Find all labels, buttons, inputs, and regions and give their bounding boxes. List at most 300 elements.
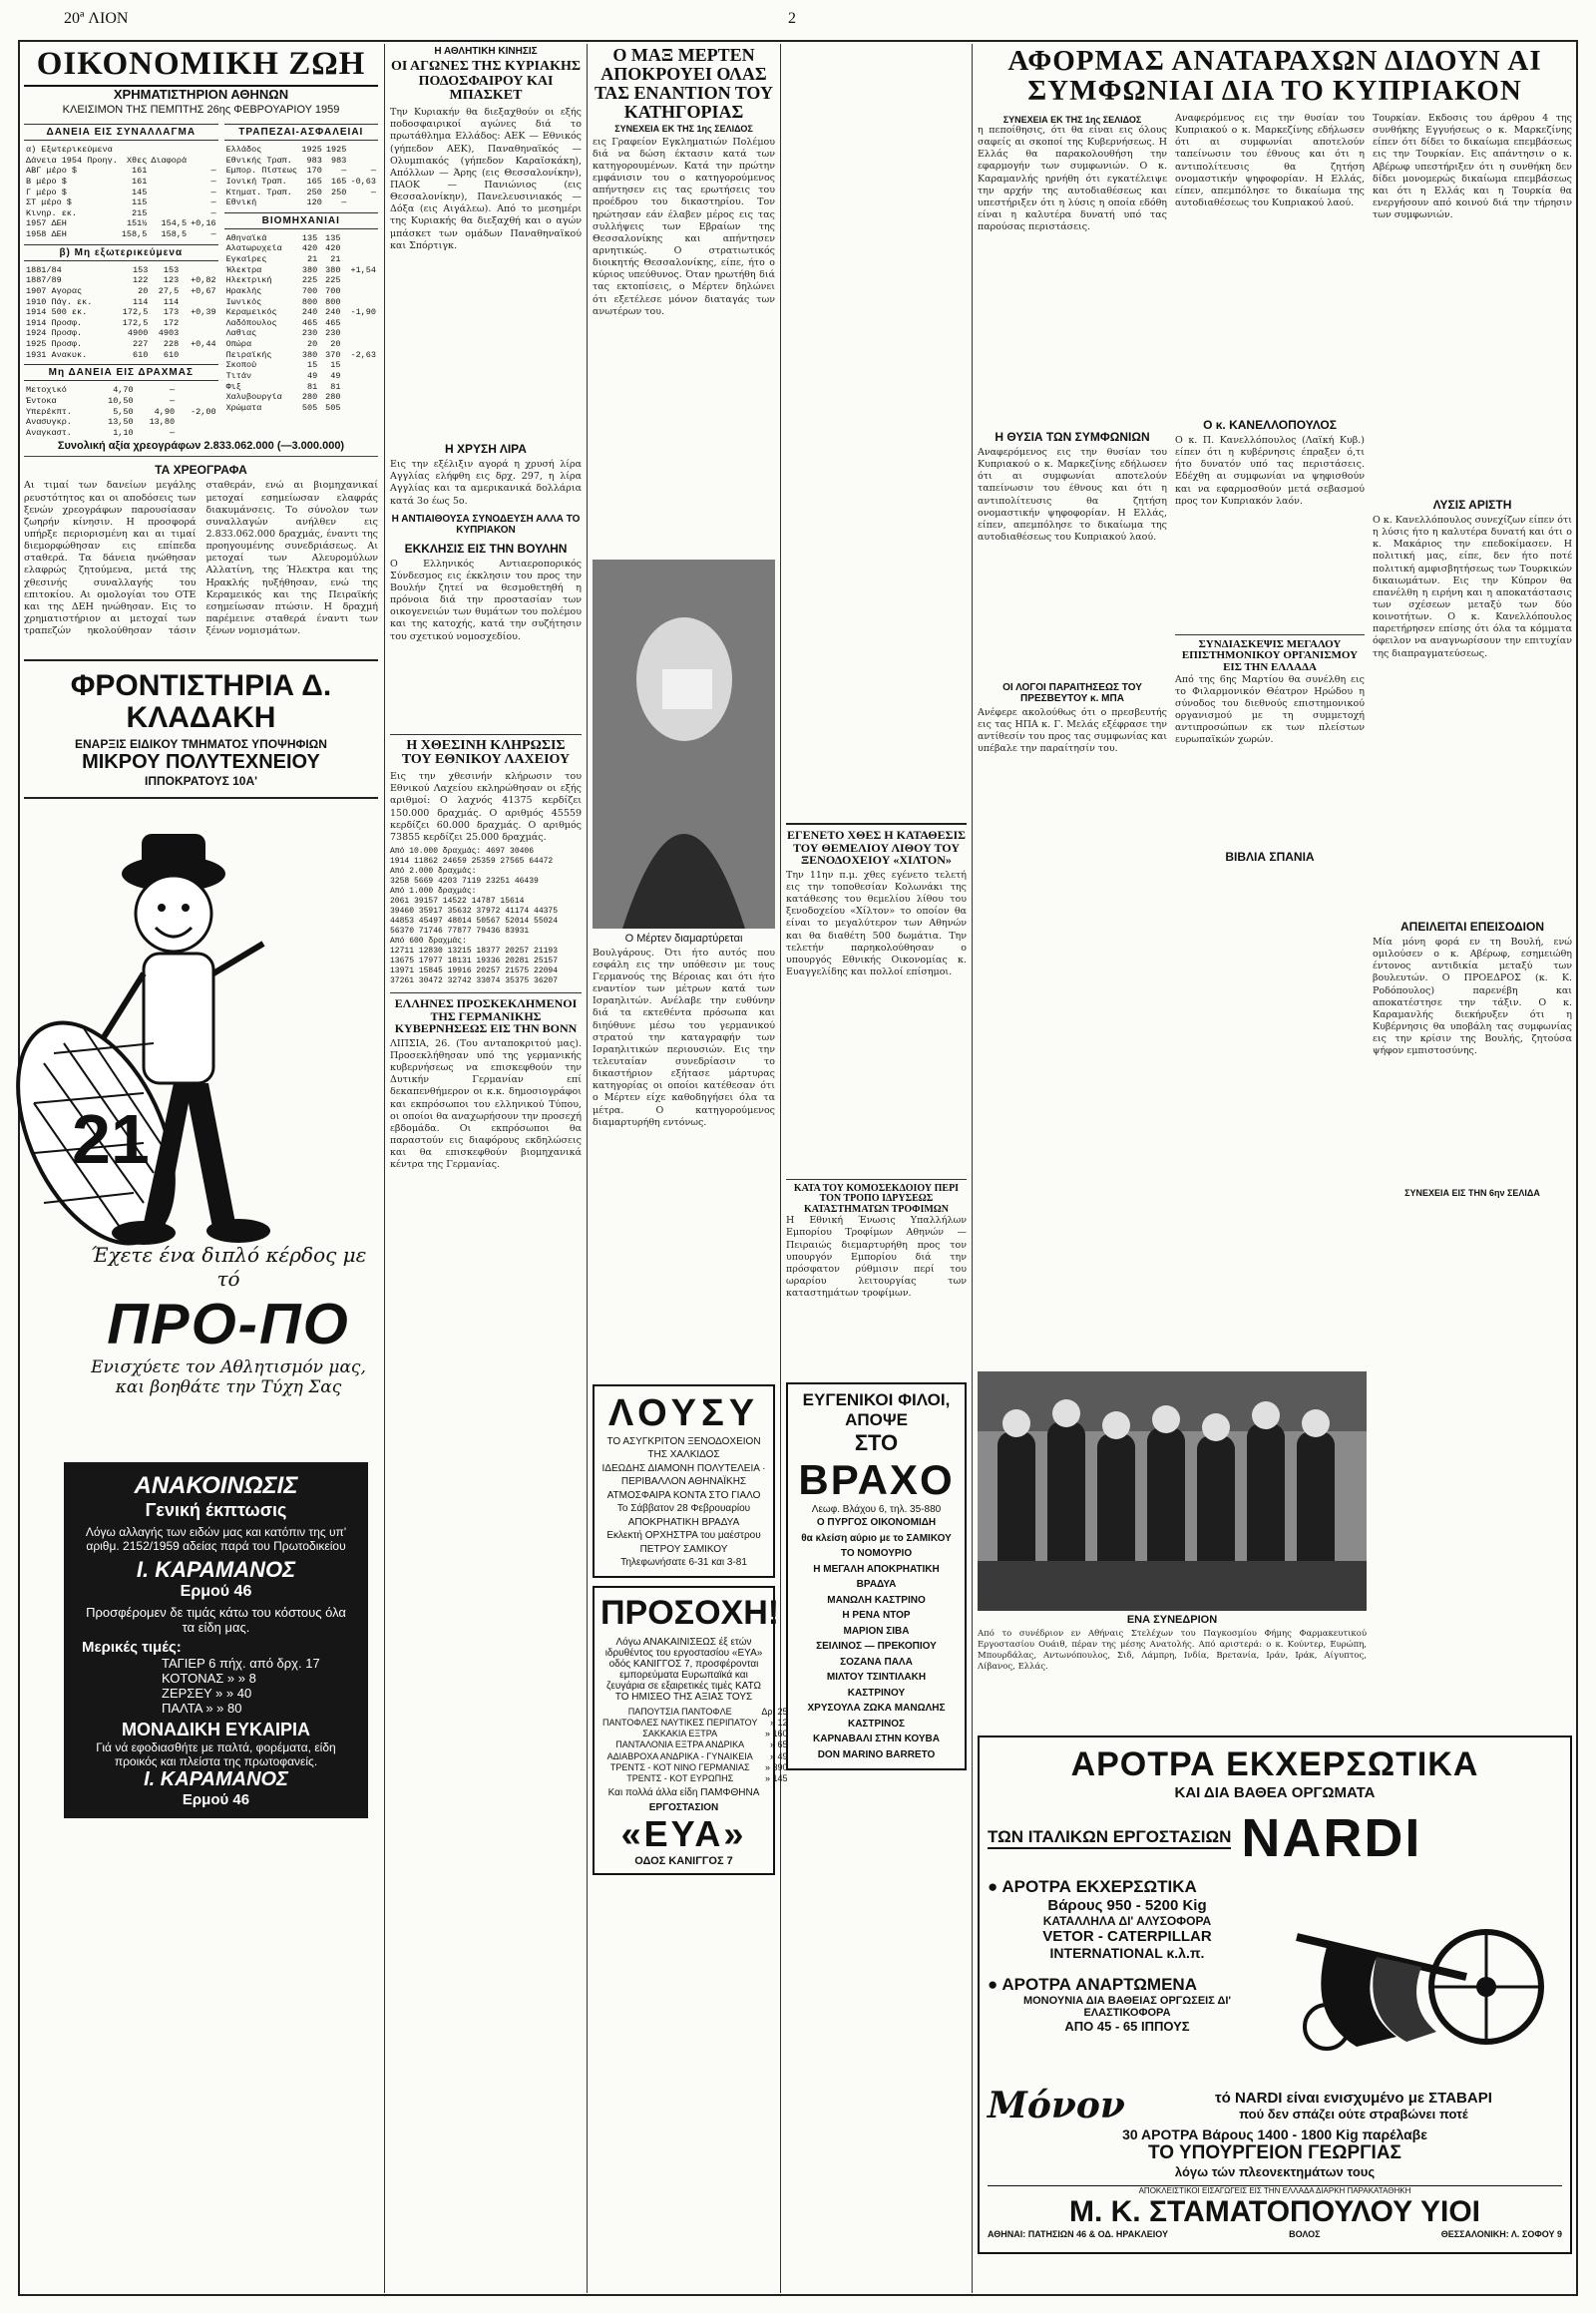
gold-body: Εις την εξέλιξιν αγορά η χρυσή λίρα Αγγλίας ελήφθη εις δρχ. 297, η λίρα Αγγλίας και τα αμερικανικά δολλάρια κατά 3ο έως 5ο. — [390, 459, 582, 507]
announcement-name-2: Ι. ΚΑΡΑΜΑΝΟΣ — [144, 1768, 288, 1791]
loan-b-row-cell: 1887/89 — [26, 275, 62, 286]
industry-row-cell: Λαδόπουλος — [225, 317, 277, 328]
kladakis-line1: ΕΝΑΡΞΙΣ ΕΙΔΙΚΟΥ ΤΜΗΜΑΤΟΣ ΥΠΟΨΗΦΙΩΝ — [75, 737, 327, 752]
industry-row-cell: 420 — [301, 243, 318, 254]
loan-b-row-cell: 610 — [133, 349, 149, 360]
page-top-label: 20ª ΛΙΟΝ — [64, 10, 129, 27]
announcement-box — [64, 1462, 368, 1818]
drachma-row — [24, 407, 218, 418]
price-row-cell: » 12 — [770, 1717, 788, 1728]
industry-row — [224, 318, 378, 329]
loan-b-row — [24, 307, 218, 318]
industry-row-cell: 380 — [301, 349, 318, 360]
drachma-row-cell: Υπερέκπτ. — [26, 406, 72, 417]
industry-row — [224, 254, 378, 265]
vraxo-line: ΚΑΣΤΡΙΝΟΥ — [847, 1687, 906, 1699]
loan-row-cell: 161 — [132, 166, 148, 177]
bank-row — [224, 166, 378, 177]
propo-tagline2: Ενισχύετε τον Αθλητισμόν μας, — [91, 1357, 366, 1378]
industry-row-cell: 225 — [301, 275, 318, 286]
lottery-body: Εις την χθεσινήν κλήρωσιν του Εθνικού Λαχείου εκληρώθησαν οι εξής αριθμοί: Ο λαχνός 41375 κερδίζει 150.000 δραχμάς. Ο αριθμός 45559 κερδίζει 60.000 δραχμάς. Ο αριθμός 73855 κερδίζει 25.000 δραχμάς. — [390, 771, 582, 843]
kladakis-line3: ΙΠΠΟΚΡΑΤΟΥΣ 10Α' — [145, 774, 257, 789]
industry-row-cell — [342, 328, 378, 339]
drachma-row-cell: — — [169, 395, 176, 406]
loan-row-cell — [149, 197, 189, 208]
price-row-cell: » 65 — [770, 1739, 788, 1750]
drachma-row — [24, 417, 218, 428]
drachma-row-cell: 5,50 — [113, 406, 134, 417]
loan-b-row-cell: 610 — [163, 349, 180, 360]
bank-row-cell: Εθνική — [225, 197, 257, 208]
drachma-row-cell — [177, 428, 218, 439]
column-cyprus — [978, 40, 1572, 2293]
loan-b-row-cell — [181, 265, 217, 276]
loan-b-row — [24, 328, 218, 339]
announcement-sub: Γενική έκπτωσις — [145, 1500, 287, 1521]
loan-b-row-cell — [181, 350, 217, 361]
industry-row-cell: 81 — [330, 381, 341, 392]
portrait-icon — [593, 560, 775, 929]
drachma-row-cell: 13,50 — [108, 417, 134, 428]
industry-row-cell — [342, 286, 378, 297]
loan-row-cell: Β μέρο $ — [26, 176, 67, 187]
escort-head: Η ΑΝΤΙΑΙΘΟΥΣΑ ΣΥΝΟΔΕΥΣΗ ΑΛΛΑ ΤΟ ΚΥΠΡΙΑΚΟΝ — [391, 513, 581, 536]
industry-row-cell — [342, 275, 378, 286]
industry-row-cell: 230 — [325, 328, 341, 339]
conference-body: Από της 6ης Μαρτίου θα συνέλθη εις το Φιλαρμονικόν Θέατρον Ηρώδου η σύνοδος του διεθνούς επιστημονικού οργανισμού με τη συμμετοχή αντιπροσώπων εκ των πλείστων ευρωπαϊκών χωρών. — [1175, 673, 1365, 746]
vraxo-top: ΕΥΓΕΝΙΚΟΙ ΦΙΛΟΙ, ΑΠΟΨΕ — [802, 1390, 951, 1430]
industry-table — [224, 233, 378, 414]
lottery-row: 37261 30472 32742 33074 35375 36207 — [390, 976, 559, 985]
sports-body: Την Κυριακήν θα διεξαχθούν οι εξής ποδοσφαιρικοί αγώνες διά το πρωτάθλημα Ελλάδος: ΑΕΚ — Εθνικός (γήπεδον ΑΕΚ), Παναθηναϊκός — Ολυμπιακός (γήπεδον Καραϊσκάκη), Απόλλων — Άρης (εις Θεσσαλονίκην), ΠΑΟΚ — Πανιώνιος (εις Θεσσαλονίκην), Πανελευσινιακός — Δόξα (εις Αιγάλεω). Από το μεσημέρι της Κυριακής θα διεξαχθή και ο αγών μπάσκετ των ομάδων Παναθηναϊκού και Σπόρτιγκ. — [390, 107, 582, 251]
nardi-addr-athens: ΑΘΗΝΑΙ: ΠΑΤΗΣΙΩΝ 46 & ΟΔ. ΗΡΑΚΛΕΙΟΥ — [988, 2229, 1168, 2239]
eva-addr: ΟΔΟΣ ΚΑΝΙΓΓΟΣ 7 — [634, 1855, 733, 1868]
industry-row-cell: 700 — [301, 285, 318, 296]
industry-row-cell: 370 — [325, 349, 341, 360]
drachma-row-cell: Αναγκαστ. — [26, 427, 72, 438]
industry-row — [224, 243, 378, 254]
loan-b-row-cell: 20 — [138, 285, 149, 296]
loan-b-row-cell: 114 — [163, 296, 180, 307]
loan-b-row-cell: 227 — [133, 339, 149, 349]
industry-row-cell: 465 — [325, 317, 341, 328]
books-head: ΒΙΒΛΙΑ ΣΠΑΝΙΑ — [1225, 849, 1315, 864]
kanellopoulos-head: Ο κ. ΚΑΝΕΛΛΟΠΟΥΛΟΣ — [1203, 417, 1337, 432]
vraxo-line: ΜΑΡΙΟΝ ΣΙΒΑ — [843, 1625, 910, 1637]
loan-row-cell: 1957 ΔΕΗ — [26, 218, 67, 229]
drachma-row-cell: 1,10 — [113, 427, 134, 438]
industry-row — [224, 328, 378, 339]
cont-next: ΣΥΝΕΧΕΙΑ ΕΙΣ ΤΗΝ 6ην ΣΕΛΙΔΑ — [1404, 1187, 1540, 1198]
vraxo-line: ΜΑΝΩΛΗ ΚΑΣΤΡΙΝΟ — [827, 1594, 926, 1606]
nardi-dealer-head: ΑΠΟΚΛΕΙΣΤΙΚΟΙ ΕΙΣΑΓΩΓΕΙΣ ΕΙΣ ΤΗΝ ΕΛΛΑΔΑ ΔΙΑΡΚΗ ΠΑΡΑΚΑΤΑΘΗΚΗ — [988, 2185, 1562, 2195]
loan-b-row-cell: 4900 — [127, 328, 149, 339]
nardi-b2-label: ΑΡΟΤΡΑ ΑΝΑΡΤΩΜΕΝΑ — [1001, 1975, 1197, 1994]
lousy-ad — [593, 1384, 775, 1578]
loan-b-row-cell: 1931 Ανακυκ. — [26, 349, 88, 360]
industry-row-cell — [342, 297, 378, 308]
industry-row — [224, 275, 378, 286]
announcement-offer: Προσφέρομεν δε τιμάς κάτω του κόστους όλα τα είδη μας. — [86, 1605, 346, 1636]
conference-head: ΣΥΝΔΙΑΣΚΕΨΙΣ ΜΕΓΑΛΟΥ ΕΠΙΣΤΗΜΟΝΙΚΟΥ ΟΡΓΑΝΙΣΜΟΥ ΕΙΣ ΤΗΝ ΕΛΛΑΔΑ — [1175, 634, 1365, 674]
bank-row-cell: 1925 — [301, 145, 322, 155]
price-line: ΚΟΤΟΝΑΣ » » 8 — [162, 1671, 256, 1687]
industry-row-cell: Εγκαίρες — [225, 254, 267, 264]
announcement-title: ΑΝΑΚΟΙΝΩΣΙΣ — [134, 1472, 298, 1500]
industry-row-cell — [342, 339, 378, 350]
kladakis-title: ΦΡΟΝΤΙΣΤΗΡΙΑ Δ. ΚΛΑΔΑΚΗ — [70, 669, 332, 734]
drachma-head: Μη ΔΑΝΕΙΑ ΕΙΣ ΔΡΑΧΜΑΣ — [24, 364, 218, 381]
industry-row-cell: 465 — [301, 317, 318, 328]
hilton-head: ΕΓΕΝΕΤΟ ΧΘΕΣ Η ΚΑΤΑΘΕΣΙΣ ΤΟΥ ΘΕΜΕΛΙΟΥ ΛΙΘΟΥ ΤΟΥ ΞΕΝΟΔΟΧΕΙΟΥ «ΧΙΛΤΟΝ» — [786, 823, 967, 867]
loan-b-row-cell: 1910 Πάγ. εκ. — [26, 296, 93, 307]
lottery-row: 44853 45497 48014 50567 52014 55024 — [390, 917, 559, 926]
sacrifice-head: Η ΘΥΣΙΑ ΤΩΝ ΣΥΜΦΩΝΙΩΝ — [995, 429, 1150, 444]
industry-row-cell: Ηλεκτρική — [225, 275, 272, 286]
loan-row-cell: Κινηρ. εκ. — [26, 207, 78, 218]
ambassador-body: Ανέφερε ακολούθως ότι ο πρεσβευτής εις τας ΗΠΑ κ. Γ. Μελάς εξέφρασε την αντίθεσίν του προς τας συμφωνίας και υπέβαλε την παραίτησίν του. — [978, 706, 1167, 755]
banks-head: ΤΡΑΠΕΖΑΙ-ΑΣΦΑΛΕΙΑΙ — [224, 124, 378, 141]
price-row-cell: ΠΑΝΤΑΛΟΝΙΑ ΕΞΤΡΑ ΑΝΔΡΙΚΑ — [615, 1739, 745, 1750]
prosochi-tail: Και πολλά άλλα είδη ΠΑΜΦΘΗΝΑ — [607, 1787, 760, 1799]
nardi-tail1: τό NARDI είναι ενισχυμένο με ΣΤΑΒΑΡΙ — [1214, 2090, 1492, 2107]
lousy-title: ΛΟΥΣΥ — [607, 1391, 760, 1434]
industry-row — [224, 307, 378, 318]
lottery-row: 13675 17977 18131 19336 20281 25157 — [390, 957, 559, 965]
loan-row-cell: +0,16 — [191, 218, 216, 229]
bank-row-cell: Ιονική Τραπ. — [225, 176, 287, 187]
drachma-row-cell: Έντοκα — [26, 395, 57, 406]
hilton-body: Την 11ην π.μ. χθες εγένετο τελετή εις την τοποθεσίαν Κολωνάκι της κατάθεσης του θεμελίου λίθου του ξενοδοχείου «Χίλτον» το οποίον θα είναι το μεγαλύτερον των Αθηνών και θα διαθέτη 500 δωμάτια. Την τελετήν παρηκολούθησαν ο υπουργός Εθνικής Οικονομίας κ. Ευαγγελίδης και πολλοί επίσημοι. — [786, 869, 967, 978]
loan-b-row — [24, 265, 218, 276]
masthead: ΟΙΚΟΝΟΜΙΚΗ ΖΩΗ — [24, 40, 378, 87]
drachma-row-cell — [177, 417, 218, 428]
loan-row-cell: 154,5 — [161, 218, 188, 229]
drachma-row-cell — [177, 385, 218, 396]
nardi-b2 — [988, 1975, 1267, 1995]
industry-row-cell: Ηρακλής — [225, 285, 262, 296]
industry-row-cell: 505 — [325, 402, 341, 413]
nardi-dealer: Μ. Κ. ΣΤΑΜΑΤΟΠΟΥΛΟΥ ΥΙΟΙ — [1068, 2195, 1481, 2228]
bank-row — [224, 156, 378, 167]
vraxo-line: ΧΡΥΣΟΥΛΑ ΖΩΚΑ ΜΑΝΩΛΗΣ ΚΑΣΤΡΙΝΟΣ — [807, 1703, 946, 1730]
loan-b-row-cell: 114 — [133, 296, 149, 307]
lottery-title: Η ΧΘΕΣΙΝΗ ΚΛΗΡΩΣΙΣ ΤΟΥ ΕΘΝΙΚΟΥ ΛΑΧΕΙΟΥ — [390, 734, 582, 768]
loan-row-cell — [189, 145, 218, 156]
loan-b-row-cell — [181, 297, 217, 308]
industry-row-cell: 15 — [330, 360, 341, 371]
cyprus-head: ΑΦΟΡΜΑΣ ΑΝΑΤΑΡΑΧΩΝ ΔΙΔΟΥΝ ΑΙ ΣΥΜΦΩΝΙΑΙ ΔΙΑ ΤΟ ΚΥΠΡΙΑΚΟΝ — [1007, 45, 1542, 108]
appeal-body: Ο Ελληνικός Αντιαεροπορικός Σύνδεσμος εις έκκλησιν του προς την Βουλήν ζητεί να θεσμοθετηθή η πρόνοια διά την προστασίαν των οικογενειών των θυμάτων του πολέμου και της κατοχής, κατά την συζήτησιν του σχετικού νομοσχεδίου. — [390, 558, 582, 642]
loan-b-row-cell: 172,5 — [122, 317, 149, 328]
nardi-tail4: ΤΟ ΥΠΟΥΡΓΕΙΟΝ ΓΕΩΡΓΙΑΣ — [1148, 2142, 1401, 2163]
vraxo-line: ΣΕΙΛΙΝΟΣ — ΠΡΕΚΟΠΙΟΥ — [816, 1641, 937, 1653]
vraxo-ad — [786, 1382, 967, 1770]
industry-row-cell: 135 — [325, 232, 341, 243]
price-row — [600, 1718, 790, 1729]
industry-row-cell: Χρώματα — [225, 402, 262, 413]
sports-head: ΟΙ ΑΓΩΝΕΣ ΤΗΣ ΚΥΡΙΑΚΗΣ ΠΟΔΟΣΦΑΙΡΟΥ ΚΑΙ ΜΠΑΣΚΕΤ — [390, 59, 582, 104]
loan-b-row-cell: 1914 500 εκ. — [26, 307, 88, 318]
price-row-cell: » 160 — [765, 1729, 788, 1739]
loans-head: ΔΑΝΕΙΑ ΕΙΣ ΣΥΝΑΛΛΑΓΜΑ — [24, 124, 218, 141]
loan-row-cell: Γ μέρο $ — [26, 187, 67, 197]
nardi-tail5: λόγω τών πλεονεκτημάτων τους — [1174, 2164, 1376, 2179]
merten-body1: εις Γραφείον Εγκληματιών Πολέμου διά να δώση έκτασιν κατά των κατηγορουμένων. Κατά την πρώτην εμφάνισιν του ο κατηγορούμενος απήντησεν εις τας ερωτήσεις του προέδρου του δικαστηρίου. Τον ηρώτησαν εάν έλαβεν μέρος εις τας συλλήψεις των Εβραίων της Θεσσαλονίκης και απήντησεν αρνητικώς. Ο στρατιωτικός διοικητής Θεσσαλονίκης, είπε, ήτο ο κύριος υπεύθυνος. Όταν ηρωτήθη διά τας εκτοπίσεις, ο Μέρτεν δηλώνει ότι εξετέλεσε μόνον διαταγάς των ανωτέρων του. — [593, 136, 775, 317]
bullet-icon: ● — [988, 1877, 1002, 1896]
industry-row-cell: Φιξ — [225, 381, 241, 392]
nardi-tail2: πού δεν σπάζει ούτε στραβώνει ποτέ — [1239, 2107, 1468, 2121]
drachma-row — [24, 385, 218, 396]
industry-row — [224, 371, 378, 382]
industry-row-cell — [342, 392, 378, 403]
nardi-brand: NARDI — [1241, 1808, 1422, 1868]
loan-row — [24, 156, 218, 167]
industry-row-cell: 135 — [301, 232, 318, 243]
vraxo-line: Ο ΠΥΡΓΟΣ ΟΙΚΟΝΟΜΙΔΗ — [816, 1517, 937, 1529]
industry-row — [224, 286, 378, 297]
lousy-line: ΙΔΕΩΔΗΣ ΔΙΑΜΟΝΗ ΠΟΛΥΤΕΛΕΙΑ · ΠΕΡΙΒΑΛΛΟΝ ΑΘΗΝΑΪΚΗΣ ΑΤΜΟΣΦΑΙΡΑ ΚΟΝΤΑ ΣΤΟ ΓΙΑΛΟ — [601, 1462, 766, 1501]
loan-row-cell — [189, 156, 218, 167]
loan-row — [24, 229, 218, 240]
loan-b-row-cell: 1881/84 — [26, 264, 62, 275]
drachma-row-cell: 4,70 — [113, 385, 134, 396]
industry-row-cell: Ιωνικός — [225, 296, 262, 307]
vraxo-lines — [794, 1515, 959, 1762]
industry-row-cell: 20 — [330, 339, 341, 349]
propo-tagline3: και βοηθάτε την Τύχη Σας — [115, 1377, 342, 1398]
loan-b-row-cell: 122 — [133, 275, 149, 286]
loan-b-row — [24, 297, 218, 308]
loan-row-cell: 1958 ΔΕΗ — [26, 229, 67, 239]
vraxo-line: ΚΑΡΝΑΒΑΛΙ ΣΤΗΝ ΚΟΥΒΑ — [813, 1734, 940, 1745]
loan-row — [24, 177, 218, 188]
loan-b-row-cell: 1925 Προσφ. — [26, 339, 83, 349]
drachma-row-cell: 13,80 — [149, 417, 176, 428]
industry-row-cell: 49 — [330, 370, 341, 381]
loan-row-cell: ΣΤ μέρο $ — [26, 197, 72, 208]
price-row — [600, 1707, 790, 1718]
loan-b-row — [24, 275, 218, 286]
conference-photo-text: Από το συνέδριον εν Αθήναις Στελέχων του Παγκοσμίου Φήμης Φαρμακευτικού Εργοστασίου Ουάιθ, πέραν της μέσης Ανατολής. Από αριστερά: ο κ. Κούντερ, Ευρώπη, Μπουρδάλας, Αντωνόπουλος, Σιδ, Λάμπρη, Ινδία, Βρετανία, Ιράν, Ιράκ, Αίγυπτος, Λίβανος, Ελλάς. — [978, 1629, 1367, 1672]
price-row — [600, 1762, 790, 1773]
industry-row-cell: 700 — [325, 285, 341, 296]
loan-row-cell: 158,5 — [161, 229, 188, 239]
nardi-b1 — [988, 1877, 1267, 1897]
industry-row-cell — [342, 382, 378, 393]
nardi-b1-sub: Βάρους 950 - 5200 Kig — [1047, 1897, 1207, 1914]
industry-row-cell: Ήλεκτρα — [225, 264, 262, 275]
loan-b-row-cell: 123 — [163, 275, 180, 286]
lottery-numbers — [390, 857, 582, 986]
industry-row — [224, 297, 378, 308]
sacrifice-body: Αναφερόμενος εις την θυσίαν του Κυπριακού ο κ. Μαρκεζίνης εδήλωσεν ότι αι συμφωνίαι αποτελούν ταπείνωσιν του έθνους και ότι η αντιπολίτευσις θα ζητήση ονομαστικήν ψηφοφορίαν. Η Ελλάς, είπεν, απεμπόλησε το δικαίωμα της αυτοδιαθέσεως του Κυπριακού λαού. — [978, 446, 1167, 543]
drachma-row — [24, 396, 218, 407]
vraxo-line: ΣΟΖΑΝΑ ΠΑΛΑ — [840, 1656, 913, 1668]
price-row — [600, 1729, 790, 1739]
drachma-row-cell: 10,50 — [108, 395, 134, 406]
closing-date: ΚΛΕΙΣΙΜΟΝ ΤΗΣ ΠΕΜΠΤΗΣ 26ης ΦΕΒΡΟΥΑΡΙΟΥ 1959 — [62, 104, 340, 116]
ambassador-head: ΟΙ ΛΟΓΟΙ ΠΑΡΑΙΤΗΣΕΩΣ ΤΟΥ ΠΡΕΣΒΕΥΤΟΥ κ. ΜΠΑ — [1002, 681, 1142, 704]
price-row-cell: ΤΡΕΝΤΣ - ΚΟΤ ΕΥΡΩΠΗΣ — [626, 1773, 734, 1784]
announcement-unique: ΜΟΝΑΔΙΚΗ ΕΥΚΑΙΡΙΑ — [122, 1720, 310, 1740]
industry-row-cell: 240 — [325, 307, 341, 318]
best-solution-head: ΛΥΣΙΣ ΑΡΙΣΤΗ — [1432, 497, 1512, 512]
loan-b-row-cell — [181, 328, 217, 339]
propo-tagline1: Έχετε ένα διπλό κέρδος με τό — [90, 1243, 367, 1292]
price-row-cell: » 145 — [765, 1773, 788, 1784]
best-solution-body: Ο κ. Κανελλόπουλος συνεχίζων είπεν ότι η λύσις ήτο η καλυτέρα δυνατή και ότι ο κ. Μακάριος την επεδοκίμασεν. Η πολιτική μας, είπε, δεν ήτο ποτέ πολιτική αμφισβητήσεως των Τουρκικών δικαιωμάτων. Εις την Κύπρον θα επανέλθη η ειρήνη και η αποκατάστασις των σχέσεων μεταξύ των δύο κοινοτήτων. Ο κ. Κανελλόπουλος παρετήρησεν επίσης ότι όλα τα κόμματα όφειλον να αναγνωρίσουν την επιτυχίαν της διαπραγματεύσεως. — [1373, 514, 1573, 659]
bank-row-cell: Κτηματ. Τραπ. — [225, 187, 292, 197]
price-line: ΖΕΡΣΕΥ » » 40 — [162, 1686, 252, 1702]
loan-row-cell: — — [210, 197, 216, 208]
industry-row — [224, 350, 378, 361]
loan-row-cell — [149, 177, 189, 188]
industry-row-cell: 505 — [301, 402, 318, 413]
loan-b-row-cell: +0,44 — [191, 339, 216, 349]
industry-row-cell: Τιτάν — [225, 370, 252, 381]
bank-row-cell: 1925 — [325, 145, 347, 155]
lottery-row: 12711 12830 13215 18377 20257 21193 — [390, 947, 559, 956]
price-row-cell: ΤΡΕΝΤΣ - ΚΟΤ ΝΙΝΟ ΓΕΡΜΑΝΙΑΣ — [609, 1761, 750, 1772]
loan-row-cell: — — [210, 176, 216, 187]
price-line: ΠΑΛΤΑ » » 80 — [162, 1701, 242, 1717]
exchange-title: ΧΡΗΜΑΤΙΣΤΗΡΙΟΝ ΑΘΗΝΩΝ — [113, 87, 289, 102]
industry-row — [224, 403, 378, 414]
merten-photo — [593, 560, 775, 929]
bank-row — [224, 177, 378, 188]
shops-body: Η Εθνική Ένωσις Υπαλλήλων Εμπορίου Τροφίμων Αθηνών — Πειραιώς διεμαρτυρήθη προς τον υπουργόν Εμπορίου διά την πρόσφατον ρύθμισιν περί του ωραρίου λειτουργίας των καταστημάτων τροφίμων. — [786, 1215, 967, 1300]
nardi-ad — [978, 1735, 1572, 2254]
industry-row-cell: -1,90 — [350, 307, 376, 318]
lottery-row: 56370 71746 77877 79436 83931 — [390, 927, 530, 936]
industry-row-cell — [342, 243, 378, 254]
nardi-b1-sub4: INTERNATIONAL κ.λ.π. — [1049, 1945, 1205, 1961]
announcement-body: Λόγω αλλαγής των ειδών μας και κατόπιν της υπ' αριθμ. 2152/1959 αδείας παρά του Πρωτοδικείου — [85, 1525, 347, 1554]
turnover: Συνολική αξία χρεογράφων 2.833.062.000 (—3.000.000) — [57, 440, 345, 453]
lousy-lines — [600, 1435, 767, 1570]
loans-b-head: β) Μη εξωτερικεύμενα — [24, 244, 218, 261]
drachma-row-cell — [177, 396, 218, 407]
nardi-b2-sub2: ΑΠΟ 45 - 65 ΙΠΠΟΥΣ — [1064, 2019, 1190, 2034]
industry-row-cell: 81 — [307, 381, 318, 392]
germany-head: ΕΛΛΗΝΕΣ ΠΡΟΣΚΕΚΛΗΜΕΝΟΙ ΤΗΣ ΓΕΡΜΑΝΙΚΗΣ ΚΥΒΕΡΝΗΣΕΩΣ ΕΙΣ ΤΗΝ ΒΟΝΝ — [390, 992, 582, 1035]
lottery-row: 3258 5669 4203 7119 23251 46439 — [390, 877, 539, 886]
loan-row-cell: 158,5 — [121, 229, 148, 239]
lottery-row: 2061 39157 14522 14787 15614 — [390, 897, 525, 906]
bank-row-cell: 170 — [306, 166, 322, 177]
nardi-factory: ΤΩΝ ΙΤΑΛΙΚΩΝ ΕΡΓΟΣΤΑΣΙΩΝ — [988, 1827, 1231, 1849]
cyprus-cont: ΣΥΝΕΧΕΙΑ ΕΚ ΤΗΣ 1ης ΣΕΛΙΔΟΣ — [1002, 114, 1142, 125]
industry-row-cell: Χαλυβουργία — [225, 392, 282, 403]
bank-row-cell: 250 — [331, 187, 347, 197]
merten-body2: Βουλγάρους. Ότι ήτο αυτός που εσφάλη εις την υπόθεσιν με τους Γερμανούς της Βέροιας και ότι ήτο εναντίον των μέτρων κατά των Ισραηλιτών. Ανέλαβε την ευθύνην διά τα εκτεθέντα πρόσωπα και διηύθυνε μέσω του γερμανικού στρατού την καταγραφήν των Ισραηλιτικών περιουσιών. Εις την τελευταίαν συνεδρίασιν το δικαστήριον εξήτασε μάρτυρας κατηγορίας οι οποίοι κατέθεσαν ότι ο Μέρτεν είχε καθοδηγήσει όλα τα μέτρα. Ο κατηγορούμενος διαμαρτυρήθη εντόνως. — [593, 947, 775, 1128]
plough-icon — [1267, 1877, 1556, 2077]
loan-b-row-cell: +0,39 — [191, 307, 216, 318]
industry-row — [224, 382, 378, 393]
price-row — [600, 1751, 790, 1762]
bank-row-cell: — — [341, 197, 347, 208]
banks-table — [224, 145, 378, 208]
securities-head: ΤΑ ΧΡΕΟΓΡΑΦΑ — [155, 463, 247, 478]
loan-row-cell — [149, 208, 189, 219]
industry-row-cell: +1,54 — [350, 264, 376, 275]
drachma-table — [24, 385, 218, 438]
bank-row-cell: 165 — [331, 176, 347, 187]
price-row — [600, 1773, 790, 1784]
vraxo-line: Η ΜΕΓΑΛΗ ΑΠΟΚΡΗΑΤΙΚΗ ΒΡΑΔΥΑ — [813, 1563, 940, 1591]
cyprus-body-right: Τουρκίαν. Εκδοσις του άρθρου 4 της συνθήκης Εγγυήσεως ο κ. Μαρκεζίνης είπεν ότι δίδει το δικαίωμα επεμβάσεως εις την Τουρκίαν. Εις απάντησιν ο κ. Αβέρωφ υπεστήριξεν ότι η συνθήκη δεν δίδει μονομερώς δικαίωμα επεμβάσεως και ότι η Ελλάς και η Τουρκία θα ενεργήσουν από κοινού διά την τήρησιν των συμφωνιών. — [1373, 112, 1572, 221]
industry-row-cell — [342, 318, 378, 329]
loan-b-row-cell: 4903 — [158, 328, 180, 339]
loan-row-cell: Δάνεια 1954 Προηγ. — [26, 155, 118, 166]
price-row-cell: » 49 — [770, 1750, 788, 1761]
price-row-cell: ΑΔΙΑΒΡΟΧΑ ΑΝΔΡΙΚΑ - ΓΥΝΑΙΚΕΙΑ — [606, 1750, 753, 1761]
industry-row — [224, 265, 378, 276]
vraxo-brand: ΒΡΑΧΟ — [798, 1456, 955, 1504]
germany-body: ΛΙΠΣΙΑ, 26. (Του ανταποκριτού μας). Προσεκλήθησαν υπό της γερμανικής κυβερνήσεως να επισκεφθούν την Δυτικήν Γερμανίαν επί δεκαπενθήμερον οι κ.κ. δημοσιογράφοι και εκπρόσωποι του ελληνικού Τύπου, οι οποίοι θα αναχωρήσουν την προσεχή εβδομάδα. Οι εκπρόσωποι θα παραστούν εις διαφόρους εκδηλώσεις και θα επισκεφθούν βιομηχανικά κέντρα της Γερμανίας. — [390, 1037, 582, 1171]
loan-row-cell: ΑΒΓ μέρο $ — [26, 166, 78, 177]
loan-row-cell: 145 — [132, 187, 148, 197]
bank-row-cell — [348, 145, 378, 156]
bank-row-cell: Εμπορ. Πίστεως — [225, 166, 297, 177]
industry-row-cell: 280 — [301, 392, 318, 403]
industry-head: ΒΙΟΜΗΧΑΝΙΑΙ — [224, 212, 378, 229]
bank-row — [224, 197, 378, 208]
loan-b-row-cell: 173 — [163, 307, 180, 318]
industry-row-cell: Κεραμεικός — [225, 307, 277, 318]
announcement-name: Ι. ΚΑΡΑΜΑΝΟΣ — [136, 1557, 296, 1583]
bank-row-cell: Ελλάδος — [225, 145, 262, 155]
loan-row-cell: 161 — [132, 176, 148, 187]
drachma-row-cell: Ανασυγκρ. — [26, 417, 72, 428]
nardi-addr-volos: ΒΟΛΟΣ — [1289, 2229, 1321, 2239]
loan-row-cell: 215 — [132, 207, 148, 218]
merten-cont: ΣΥΝΕΧΕΙΑ ΕΚ ΤΗΣ 1ης ΣΕΛΙΔΟΣ — [614, 123, 753, 134]
lottery-row: 1914 11862 24659 25359 27565 64472 — [390, 857, 554, 866]
propo-brand: ΠΡΟ-ΠΟ — [107, 1292, 350, 1357]
loan-b-row-cell: 27,5 — [158, 285, 180, 296]
loan-row-cell: — — [210, 207, 216, 218]
kladakis-line2: ΜΙΚΡΟΥ ΠΟΛΥΤΕΧΝΕΙΟΥ — [82, 751, 320, 774]
column-finance — [24, 40, 378, 2293]
drachma-row-cell: — — [169, 427, 176, 438]
bank-row-cell: 250 — [306, 187, 322, 197]
bank-row-cell: — — [341, 166, 347, 177]
loan-row-cell — [149, 188, 189, 198]
industry-row-cell: 800 — [301, 296, 318, 307]
industry-row — [224, 392, 378, 403]
industry-row-cell: Πειραϊκής — [225, 349, 272, 360]
announcement-addr: Ερμού 46 — [180, 1583, 252, 1601]
loan-row-cell: — — [210, 187, 216, 197]
loan-row — [24, 197, 218, 208]
announcement-prices — [82, 1656, 350, 1716]
incident-body: Μία μόνη φορά εν τη Βουλή, ενώ ομιλούσεν ο κ. Αβέρωφ, εσημειώθη έντονος αντιδικία μεταξύ των βουλευτών. Ο ΠΡΟΕΔΡΟΣ (κ. Κ. Ροδόπουλος) παρενέβη και αποκατέστησε την τάξιν. Ο κ. Καραμανλής διεκήρυξεν ότι η Κυβέρνησις θα υποβάλη τας συμφωνίας εις την κρίσιν της Βουλής, ζητούσα ψήφον εμπιστοσύνης. — [1373, 936, 1572, 1057]
nardi-monon: Μόνον — [988, 2085, 1125, 2126]
price-row — [600, 1739, 790, 1750]
column-hilton — [786, 40, 967, 2293]
industry-row-cell: 380 — [325, 264, 341, 275]
loan-row — [24, 208, 218, 219]
incident-head: ΑΠΕΙΛΕΙΤΑΙ ΕΠΕΙΣΟΔΙΟΝ — [1400, 919, 1544, 934]
bank-row-cell: 165 — [306, 176, 322, 187]
cyprus-body1: η πεποίθησις, ότι θα είναι εις όλους σαφείς αι σκοποί της Κυβερνήσεως. Η Ελλάς θα παρακολουθήση την εφαρμογήν των συμφωνιών. Ο κ. Καραμανλής ηρνήθη ότι εγκατέλειψε την αρχήν της αυτοδιαθέσεως και υπεστήριξεν ότι η λύσις η οποία εδόθη είναι η καλυτέρα δυνατή υπό τας παρούσας περιστάσεις. — [978, 124, 1167, 233]
loans-b-table — [24, 265, 218, 361]
loan-row — [24, 166, 218, 177]
loan-b-row-cell: 1924 Προσφ. — [26, 328, 83, 339]
nardi-b2-sub: ΜΟΝΟΥΝΙΑ ΔΙΑ ΒΑΘΕΙΑΣ ΟΡΓΩΣΕΙΣ ΔΙ' ΕΛΑΣΤΙΚΟΦΟΡΑ — [1022, 1995, 1232, 2019]
